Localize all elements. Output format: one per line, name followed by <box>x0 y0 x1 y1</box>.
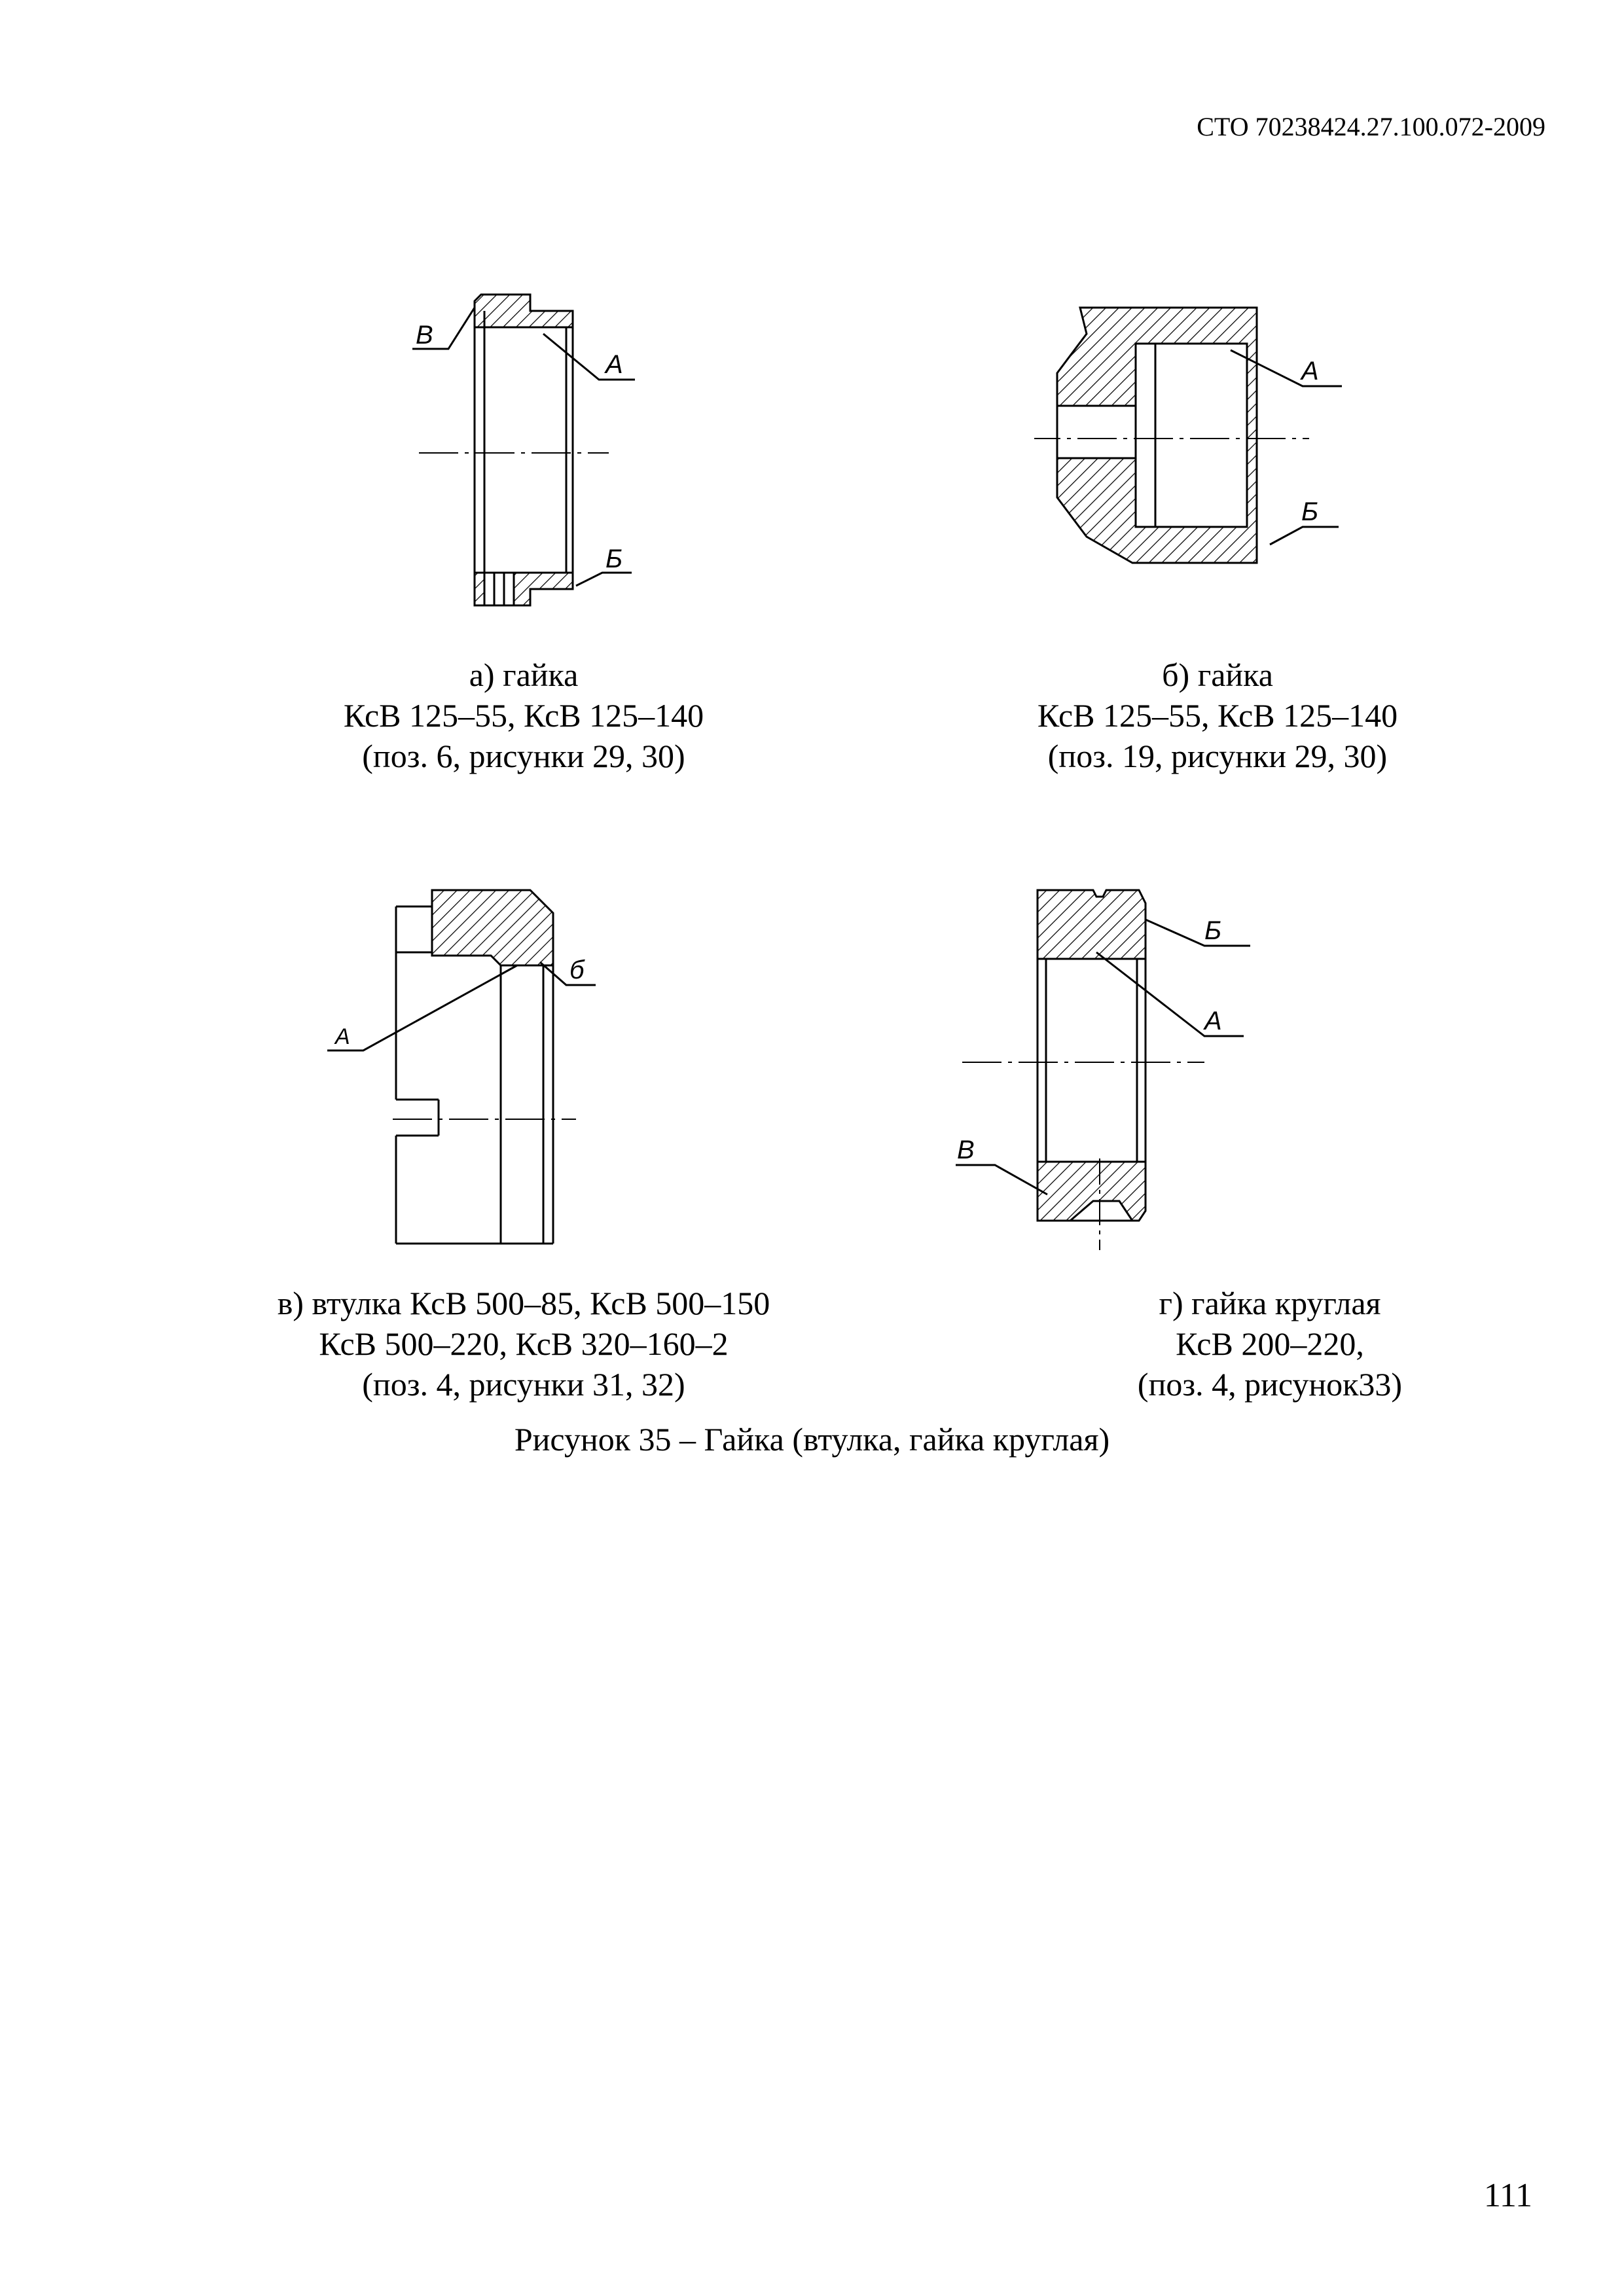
figure-b-refs: (поз. 19, рисунки 29, 30) <box>1047 738 1388 774</box>
label-b: Б <box>605 545 623 573</box>
figure-g-models: КсВ 200–220, <box>1176 1325 1364 1362</box>
figure-v-title: в) втулка КсВ 500–85, КсВ 500–150 <box>277 1285 770 1321</box>
label-v: В <box>416 321 433 350</box>
figure-a-caption <box>262 655 785 776</box>
figure-a-title: а) гайка <box>469 656 579 693</box>
figure-b-models: КсВ 125–55, КсВ 125–140 <box>1037 697 1398 734</box>
label-a: А <box>605 350 623 379</box>
figure-v-caption <box>262 1283 785 1405</box>
page-number: 111 <box>1483 2177 1532 2214</box>
document-code: СТО 70238424.27.100.072-2009 <box>1197 112 1545 141</box>
figure-b-caption <box>956 655 1479 776</box>
label-b: б <box>569 956 585 984</box>
figure-g-caption <box>1008 1283 1532 1405</box>
figure-v-models: КсВ 500–220, КсВ 320–160–2 <box>319 1325 729 1362</box>
figure-b-title: б) гайка <box>1162 656 1273 693</box>
figure-a-refs: (поз. 6, рисунки 29, 30) <box>362 738 685 774</box>
figure-a-models: КсВ 125–55, КсВ 125–140 <box>343 697 704 734</box>
label-b: Б <box>1301 497 1319 526</box>
label-a: А <box>335 1024 350 1049</box>
figure-title: Рисунок 35 – Гайка (втулка, гайка круглая) <box>514 1421 1110 1458</box>
label-a: А <box>1301 357 1319 386</box>
label-b: Б <box>1204 916 1222 945</box>
figure-g-title: г) гайка круглая <box>1159 1285 1381 1321</box>
figure-g-refs: (поз. 4, рисунок33) <box>1137 1366 1403 1403</box>
figure-g-drawing <box>943 877 1270 1257</box>
figure-a-drawing <box>393 281 655 622</box>
label-v: В <box>957 1136 975 1164</box>
figure-v-drawing <box>314 877 602 1257</box>
label-a: А <box>1204 1007 1222 1035</box>
figure-b-drawing <box>1034 301 1362 602</box>
figure-v-refs: (поз. 4, рисунки 31, 32) <box>362 1366 685 1403</box>
